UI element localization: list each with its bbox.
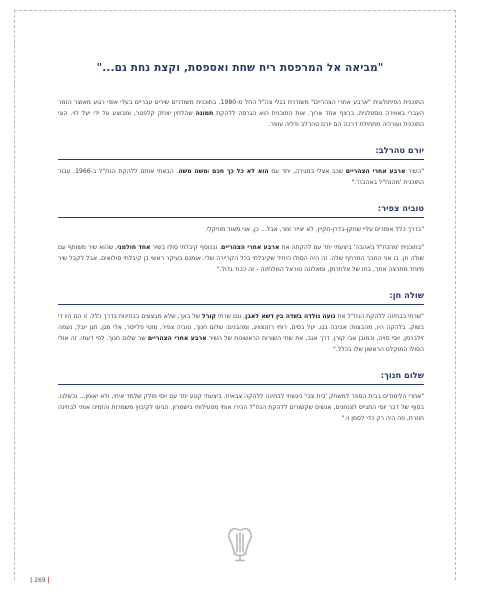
- crop-frame-left: [14, 10, 15, 580]
- quote-text: . הבאתי אותם ללהקת הנח"ל ב-1966, עבור התוכנית 'מהנח"ל באהבה'.": [58, 167, 424, 186]
- crop-frame-top: [14, 10, 456, 11]
- quote-text: שר שלום חנוך. לפי דעתי, זה אולי הסולו המוקלט הראשון שלו בכלל.": [58, 334, 424, 353]
- page-number-bar: |: [47, 577, 50, 584]
- section-heading-shula: שולה חן:: [58, 290, 424, 305]
- quote-text: "שרתי בבחינה ללהקת הנח"ל את: [335, 313, 424, 321]
- quote-text: "אחרי הלימודים בבית הספר למשחק 'בית צבי' ניגשתי לבחינה ללהקה צבאית. ביצעתי קטע יחד עם יוסי פולק שלמד איתי, ולא יאומן... נכשלנו. בסוף של דבר יוסי התגייס לצנחנים, אנשים שקשורים ללהקת הנח"ל הכירו אותי מפעילותי בישמרון. הגיעו לקיבוץ משמרות והזמינו אותי לבחינה חוזרת, וזה היה רק כדי לסמן וי.": [58, 392, 424, 422]
- intro-paragraph: [58, 98, 424, 131]
- song-title: ארבע אחרי הצהריים: [221, 244, 280, 252]
- page-number-bar: |: [30, 577, 33, 584]
- song-title: קורל: [202, 313, 216, 321]
- quote-text: ו: [207, 167, 213, 175]
- quote-paragraph: [58, 312, 424, 356]
- quote-text: שכב אצלי במגירה, יחד עם: [268, 167, 346, 175]
- song-title: ארבע אחרי הצהריים: [345, 167, 406, 175]
- quote-text: "בתוכנית 'מהנח"ל באהבה' ביצעתי יחד עם להקתה את: [279, 244, 424, 252]
- song-title: אחד חולמני: [117, 244, 151, 252]
- song-title: נועה נולדה בשדה בין דשא לאבן: [245, 313, 336, 321]
- quote-paragraph: [58, 392, 424, 425]
- section-heading-shalom: שלום חנוך:: [58, 370, 424, 385]
- quote-paragraph: [58, 243, 424, 276]
- article-body: [58, 98, 424, 425]
- section-heading-yoram: יורם טהרלב:: [58, 145, 424, 160]
- quote-paragraph: [58, 225, 424, 236]
- quote-paragraph: [58, 167, 424, 189]
- quote-text: "בדרך כלל אומרים עליי שחקן-בדרן-חקיין. לא יצייר זמר, אבל... כן, אני מאוד מוזיקלי.: [204, 225, 424, 233]
- quote-text: "השיר: [405, 167, 425, 175]
- crop-frame-right: [455, 10, 456, 580]
- intro-text: שהלחין יצחק קלפטר, ומבוצע על ידי יעל לוי. הוגי התוכנית ועורכיה מתחילת דרכה הם יורם טהרלב ודליה עופר.: [58, 109, 424, 128]
- quote-text: , שהוא שיר משותף עם שולה חן. בו אני החבר המרחף שלה. זה היה הסולו היחיד שקיבלתי בכל הקריירה שלי. אומנם בעיקר ראשי בן קיבלתי סולואים, אבל לקבל שיר מיוחד מתרצה אתר, בתו של אלתרמן, ומאלונה טוראל המלחינה - זה כבוד גדול.": [58, 244, 424, 274]
- quote-text: . ובנוסף קיבלתי סולו בשיר: [150, 244, 222, 252]
- page-number: [30, 577, 50, 584]
- song-title: הוא לא כל כך חכם: [212, 167, 269, 175]
- page-title: "מביאה אל המרפסת ריח שחת ואספסת, וקצת נחת גם...": [96, 62, 384, 74]
- page-number-value: 269: [34, 577, 46, 584]
- quote-text: של באך, שלא מבצעים בבחינות בדרך כלל. זו הם היו די בשוק. בלהקה היו, מהבצות: אביבה בגו, יעל בסים, רותי רוזנצוויג, ומהבנים: שלום חנוך, טוביה צפיר, מוטי פלייסר, אלי מגן, חגן יובל, נעמה זילברמן, יוסי סויה, וכמובן אבי קורן. דרך אגב, את שתי השורות הראשונות של השיר: [58, 313, 424, 342]
- section-heading-tuvia: טוביה צפיר:: [58, 203, 424, 218]
- quote-text: , וגם שרתי: [215, 313, 246, 321]
- lyre-icon: [226, 524, 254, 562]
- song-title: משה משה: [178, 167, 208, 175]
- intro-song-title: תמונה: [195, 109, 214, 117]
- song-title: ארבע אחרי הצהריים: [147, 334, 207, 342]
- intro-text: התוכנית הפיתולוגית "ארבע אחרי הצהריים" משודרת בגלי צה"ל החל מ-1980. בתוכנית משודרים שירים עבריים בעלי אופי רגוע מאוצר הזמר העברי באווירה נוסטלגית, ברצף אחד ארוך. אות התוכנית הוא הגרסה ללהקת: [58, 99, 425, 117]
